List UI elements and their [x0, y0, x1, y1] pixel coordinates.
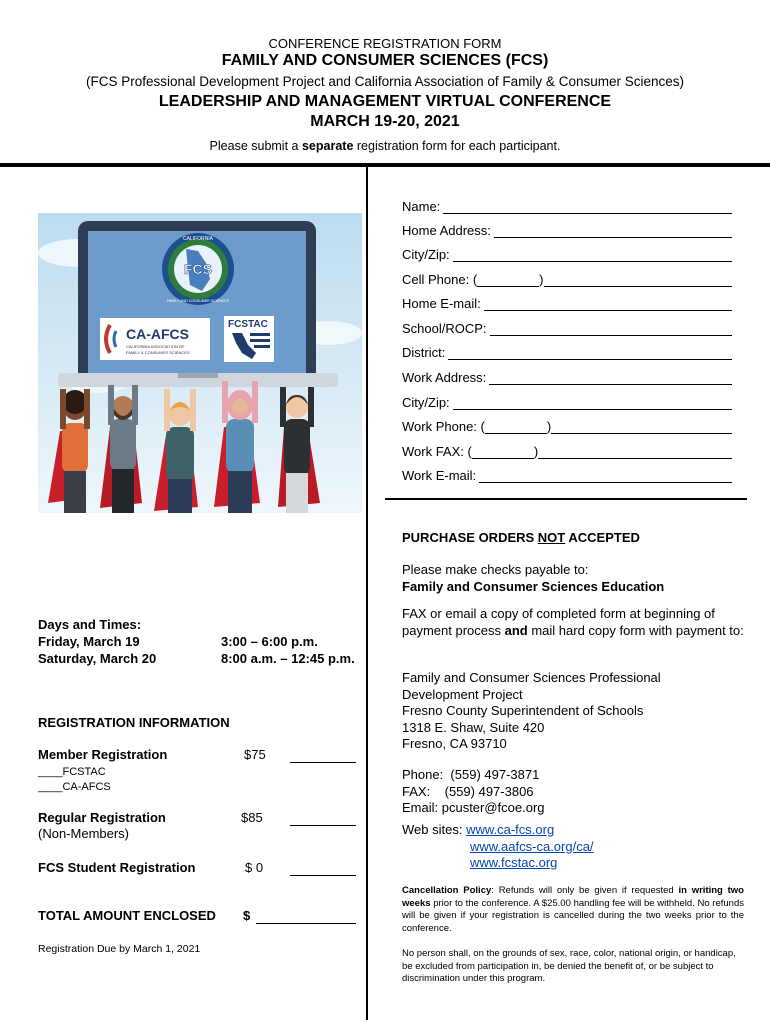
work-city-zip-line[interactable] [453, 395, 732, 410]
cafcs-logo-text: CA-AFCS [126, 326, 189, 342]
conference-dates: MARCH 19-20, 2021 [310, 113, 460, 130]
work-address-field[interactable] [402, 365, 732, 385]
fax-and: and [504, 622, 528, 638]
schedule-time1: 3:00 – 6:00 p.m. [221, 634, 318, 649]
web-sites-label: Web sites: [402, 822, 467, 837]
school-rocp-label: School/ROCP: [402, 321, 487, 336]
conference-title: LEADERSHIP AND MANAGEMENT VIRTUAL CONFERENCE [158, 93, 612, 110]
work-area-code-blank[interactable] [485, 419, 547, 434]
link-aafcs-ca[interactable]: www.aafcs-ca.org/ca/ [470, 838, 594, 854]
name-line[interactable] [443, 199, 732, 214]
home-email-line[interactable] [484, 296, 732, 311]
address-line-3: Fresno County Superintendent of Schools [402, 703, 644, 718]
student-registration-label: FCS Student Registration [38, 860, 196, 875]
home-address-label: Home Address: [402, 223, 491, 238]
cancellation-bold: in writing two weeks [402, 885, 744, 909]
name-field[interactable] [402, 194, 732, 214]
cancellation-policy [402, 885, 744, 935]
seal-top-text: CALIFORNIA [182, 236, 214, 242]
cell-phone-line[interactable] [544, 272, 733, 287]
regular-amount-blank[interactable] [290, 811, 356, 826]
fax-number: FAX: (559) 497-3806 [402, 783, 534, 799]
member-registration-label: Member Registration [38, 747, 168, 762]
school-rocp-field[interactable] [402, 316, 732, 336]
po-pre: PURCHASE ORDERS [402, 530, 538, 545]
cafcs-sub1: CALIFORNIA ASSOCIATION OF [126, 344, 185, 349]
address-line-2: Development Project [402, 686, 523, 702]
member-option-fcstac[interactable]: ____FCSTAC [38, 766, 106, 778]
instruction-post: registration form for each participant. [353, 139, 561, 153]
work-phone-field[interactable] [402, 414, 732, 434]
member-option-cafcs[interactable]: ____CA-AFCS [38, 781, 111, 793]
payee: Family and Consumer Sciences Education [402, 579, 665, 594]
schedule-day1: Friday, March 19 [38, 634, 140, 649]
student-price: $ 0 [245, 860, 264, 875]
po-post: ACCEPTED [565, 530, 640, 545]
nondiscrimination-statement: No person shall, on the grounds of sex, race, color, national origin, or handicap, be excluded from participation in, be denied the benefit of, or be subject to discrimination under this program. [402, 948, 736, 984]
conference-illustration [38, 213, 362, 513]
work-city-zip-label: City/Zip: [402, 395, 450, 410]
home-email-field[interactable] [402, 291, 732, 311]
link-fcstac[interactable]: www.fcstac.org [470, 855, 558, 870]
work-fax-field[interactable] [402, 439, 732, 459]
work-address-line[interactable] [489, 370, 732, 385]
home-address-field[interactable] [402, 218, 732, 238]
link-ca-fcs[interactable]: www.ca-fcs.org [466, 822, 555, 837]
address-line-4: 1318 E. Shaw, Suite 420 [402, 719, 545, 735]
contact-numbers [402, 767, 545, 817]
name-label: Name: [402, 199, 441, 214]
web-sites [402, 822, 594, 872]
total-label: TOTAL AMOUNT ENCLOSED [38, 908, 216, 923]
district-label: District: [402, 345, 446, 360]
org-title: FAMILY AND CONSUMER SCIENCES (FCS) [221, 52, 549, 69]
cell-phone-paren: ) [539, 272, 544, 287]
contact-email: Email: pcuster@fcoe.org [402, 800, 545, 815]
work-phone-label: Work Phone: ( [402, 419, 485, 434]
work-city-zip-field[interactable] [402, 390, 732, 410]
home-address-line[interactable] [494, 223, 732, 238]
work-fax-line[interactable] [538, 444, 732, 459]
student-amount-blank[interactable] [290, 861, 356, 876]
work-email-field[interactable] [402, 463, 732, 483]
instruction [0, 139, 770, 153]
work-phone-line[interactable] [551, 419, 732, 434]
purchase-orders-notice [402, 530, 640, 547]
fcstac-logo-text: FCSTAC [228, 319, 268, 330]
fax-pre: FAX or email a copy of completed form at beginning of payment process [402, 606, 715, 638]
registration-due: Registration Due by March 1, 2021 [38, 943, 201, 955]
member-price: $75 [244, 747, 266, 762]
header-divider [0, 163, 770, 167]
registration-heading: REGISTRATION INFORMATION [38, 715, 230, 730]
form-title: CONFERENCE REGISTRATION FORM [268, 36, 502, 51]
work-email-line[interactable] [479, 468, 732, 483]
column-divider [366, 167, 368, 1020]
checks-payable-line: Please make checks payable to: [402, 562, 589, 577]
cell-phone-field[interactable] [402, 267, 732, 287]
work-email-label: Work E-mail: [402, 468, 477, 483]
phone-number: Phone: (559) 497-3871 [402, 767, 540, 782]
schedule-time2: 8:00 a.m. – 12:45 p.m. [221, 651, 355, 666]
instruction-bold: separate [301, 139, 354, 153]
total-dollar-sign: $ [243, 908, 251, 923]
address-line-5: Fresno, CA 93710 [402, 736, 507, 751]
seal-fcs-text: FCS [184, 261, 212, 277]
member-amount-blank[interactable] [290, 748, 356, 763]
seal-bottom-text: FAMILY AND CONSUMER SCIENCES [166, 299, 230, 303]
subtitle: (FCS Professional Development Project and California Association of Family & Consumer Sciences) [85, 74, 684, 89]
po-not: NOT [537, 530, 566, 545]
work-address-label: Work Address: [402, 370, 487, 385]
mailing-address [402, 670, 661, 753]
cell-area-code-blank[interactable] [477, 272, 539, 287]
home-email-label: Home E-mail: [402, 296, 481, 311]
address-line-1: Family and Consumer Sciences Professional [402, 670, 661, 685]
contact-divider [385, 498, 747, 500]
schedule-day2: Saturday, March 20 [38, 651, 157, 666]
work-fax-paren: ) [533, 444, 539, 459]
work-phone-paren: ) [546, 419, 552, 434]
cell-phone-label: Cell Phone: ( [402, 272, 478, 287]
cancellation-label: Cancellation Policy [402, 885, 492, 896]
school-rocp-line[interactable] [490, 321, 732, 336]
total-amount-blank[interactable] [256, 909, 356, 924]
district-line[interactable] [448, 345, 732, 360]
instruction-pre: Please submit a [209, 139, 302, 153]
regular-registration-sub: (Non-Members) [38, 826, 130, 841]
cancellation-post: prior to the conference. A $25.00 handling fee will be withheld. No refunds will be given if your registration is cancelled during the two weeks prior to the conference. [402, 897, 744, 934]
city-zip-field[interactable] [402, 242, 732, 262]
work-fax-label: Work FAX: ( [402, 444, 472, 459]
city-zip-line[interactable] [453, 247, 732, 262]
fax-area-code-blank[interactable] [472, 444, 534, 459]
regular-registration-label: Regular Registration [38, 810, 166, 825]
regular-price: $85 [241, 810, 263, 825]
city-zip-label: City/Zip: [402, 247, 450, 262]
fax-instructions [402, 606, 747, 639]
cancellation-pre: : Refunds will only be given if requested [491, 885, 679, 896]
schedule-heading: Days and Times: [38, 617, 142, 632]
district-field[interactable] [402, 340, 732, 360]
fax-post: mail hard copy form with payment to: [527, 622, 744, 638]
cafcs-sub2: FAMILY & CONSUMER SCIENCES [126, 350, 190, 355]
